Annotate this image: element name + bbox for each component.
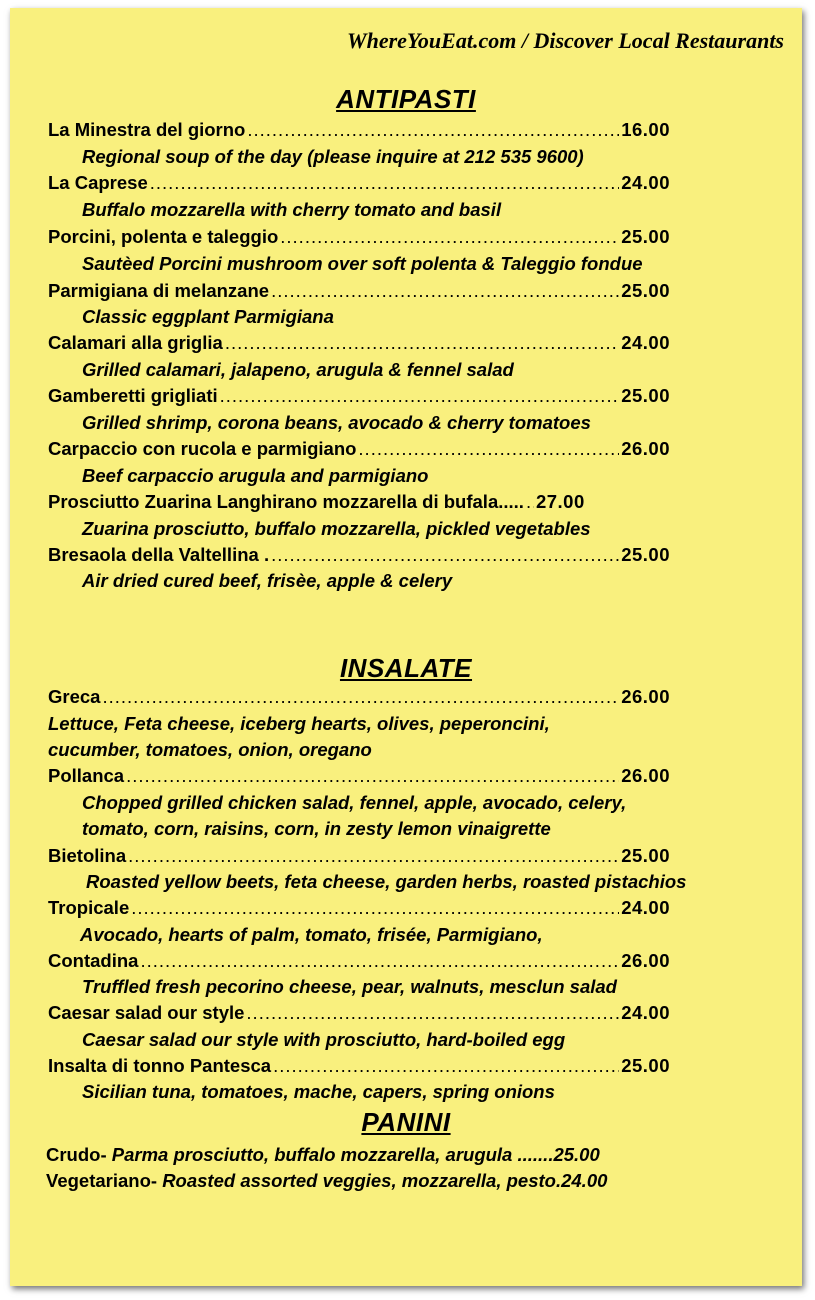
dot-leader	[131, 897, 619, 919]
dot-leader	[247, 119, 619, 141]
dot-leader	[271, 280, 619, 302]
item-price: 24.00	[621, 172, 670, 193]
section-title-panini: PANINI	[361, 1107, 451, 1137]
item-price: 24.00	[621, 332, 670, 353]
menu-item	[48, 686, 670, 708]
item-description: Chopped grilled chicken salad, fennel, apple, avocado, celery,	[82, 792, 627, 813]
menu-item	[48, 845, 670, 867]
item-price: 25.00	[621, 280, 670, 301]
item-name: Calamari alla griglia	[48, 332, 223, 353]
menu-page	[10, 8, 802, 1286]
item-description: Air dried cured beef, frisèe, apple & celery	[82, 570, 453, 591]
item-description: cucumber, tomatoes, onion, oregano	[48, 739, 372, 760]
item-price: 26.00	[621, 438, 670, 459]
dot-leader	[126, 765, 619, 787]
menu-item	[48, 1002, 670, 1024]
item-description: tomato, corn, raisins, corn, in zesty lemon vinaigrette	[82, 818, 551, 839]
item-description: Parma prosciutto, buffalo mozzarella, arugula .......25.00	[111, 1144, 600, 1165]
item-name: Contadina	[48, 950, 139, 971]
menu-item	[48, 172, 670, 194]
item-description: Roasted assorted veggies, mozzarella, pesto.24.00	[162, 1170, 608, 1191]
item-price: 25.00	[621, 1055, 670, 1076]
item-description: Classic eggplant Parmigiana	[82, 306, 334, 327]
item-name: Crudo-	[46, 1144, 112, 1165]
dot-leader	[246, 1002, 619, 1024]
menu-item	[48, 950, 670, 972]
menu-item	[48, 385, 670, 407]
dot-leader	[128, 845, 619, 867]
item-description: Caesar salad our style with prosciutto, hard-boiled egg	[82, 1029, 566, 1050]
dot-leader	[358, 438, 619, 460]
item-name: Bresaola della Valtellina .	[48, 544, 270, 565]
item-description: Lettuce, Feta cheese, iceberg hearts, olives, peperoncini,	[48, 713, 550, 734]
item-price: 26.00	[621, 950, 670, 971]
panino-item	[46, 1144, 600, 1166]
item-price: 27.00	[535, 491, 585, 512]
item-name: Porcini, polenta e taleggio	[48, 226, 279, 247]
item-name: Vegetariano-	[46, 1170, 163, 1191]
item-description: Zuarina prosciutto, buffalo mozzarella, pickled vegetables	[82, 518, 591, 539]
item-description: Grilled shrimp, corona beans, avocado & cherry tomatoes	[82, 412, 591, 433]
item-description: Sicilian tuna, tomatoes, mache, capers, spring onions	[82, 1081, 555, 1102]
menu-item	[48, 438, 670, 460]
menu-item	[48, 544, 670, 566]
dot-leader	[225, 332, 619, 354]
menu-item	[48, 280, 670, 302]
item-name: Carpaccio con rucola e parmigiano	[48, 438, 357, 459]
item-price: 24.00	[621, 1002, 670, 1023]
item-price: 25.00	[621, 544, 670, 565]
menu-item	[48, 226, 670, 248]
item-name: La Minestra del giorno	[48, 119, 246, 140]
item-description: Avocado, hearts of palm, tomato, frisée, Parmigiano,	[80, 924, 543, 945]
item-name: Caesar salad our style	[48, 1002, 245, 1023]
item-price: 25.00	[621, 385, 670, 406]
site-link[interactable]: WhereYouEat.com / Discover Local Restaurants	[347, 28, 784, 53]
section-title-insalate: INSALATE	[339, 653, 473, 683]
dot-leader	[220, 385, 620, 407]
item-price: 26.00	[621, 686, 670, 707]
item-description: Regional soup of the day (please inquire at 212 535 9600)	[82, 146, 584, 167]
item-name: Prosciutto Zuarina Langhirano mozzarella di bufala.....	[48, 491, 524, 512]
dot-leader	[526, 491, 534, 513]
item-name: Pollanca	[48, 765, 125, 786]
item-description: Roasted yellow beets, feta cheese, garden herbs, roasted pistachios	[86, 871, 687, 892]
dot-leader	[140, 950, 619, 972]
panino-item	[46, 1170, 607, 1192]
item-price: 16.00	[621, 119, 670, 140]
menu-item	[48, 765, 670, 787]
item-name: Bietolina	[48, 845, 127, 866]
item-price: 25.00	[621, 226, 670, 247]
dot-leader	[271, 544, 619, 566]
menu-item	[48, 1055, 670, 1077]
section-title-antipasti: ANTIPASTI	[336, 84, 476, 114]
menu-item	[48, 491, 670, 513]
item-price: 26.00	[621, 765, 670, 786]
item-description: Grilled calamari, jalapeno, arugula & fennel salad	[82, 359, 514, 380]
item-name: Insalta di tonno Pantesca	[48, 1055, 272, 1076]
item-name: La Caprese	[48, 172, 148, 193]
menu-item	[48, 897, 670, 919]
item-description: Beef carpaccio arugula and parmigiano	[82, 465, 429, 486]
item-name: Parmigiana di melanzane	[48, 280, 270, 301]
item-price: 25.00	[621, 845, 670, 866]
menu-item	[48, 119, 670, 141]
dot-leader	[280, 226, 619, 248]
item-price: 24.00	[621, 897, 670, 918]
dot-leader	[102, 686, 619, 708]
item-name: Greca	[48, 686, 101, 707]
item-name: Gamberetti grigliati	[48, 385, 218, 406]
item-description: Buffalo mozzarella with cherry tomato and basil	[82, 199, 502, 220]
item-description: Truffled fresh pecorino cheese, pear, walnuts, mesclun salad	[82, 976, 617, 997]
menu-item	[48, 332, 670, 354]
item-name: Tropicale	[48, 897, 130, 918]
dot-leader	[150, 172, 619, 194]
item-description: Sautèed Porcini mushroom over soft polenta & Taleggio fondue	[82, 253, 643, 274]
dot-leader	[273, 1055, 619, 1077]
